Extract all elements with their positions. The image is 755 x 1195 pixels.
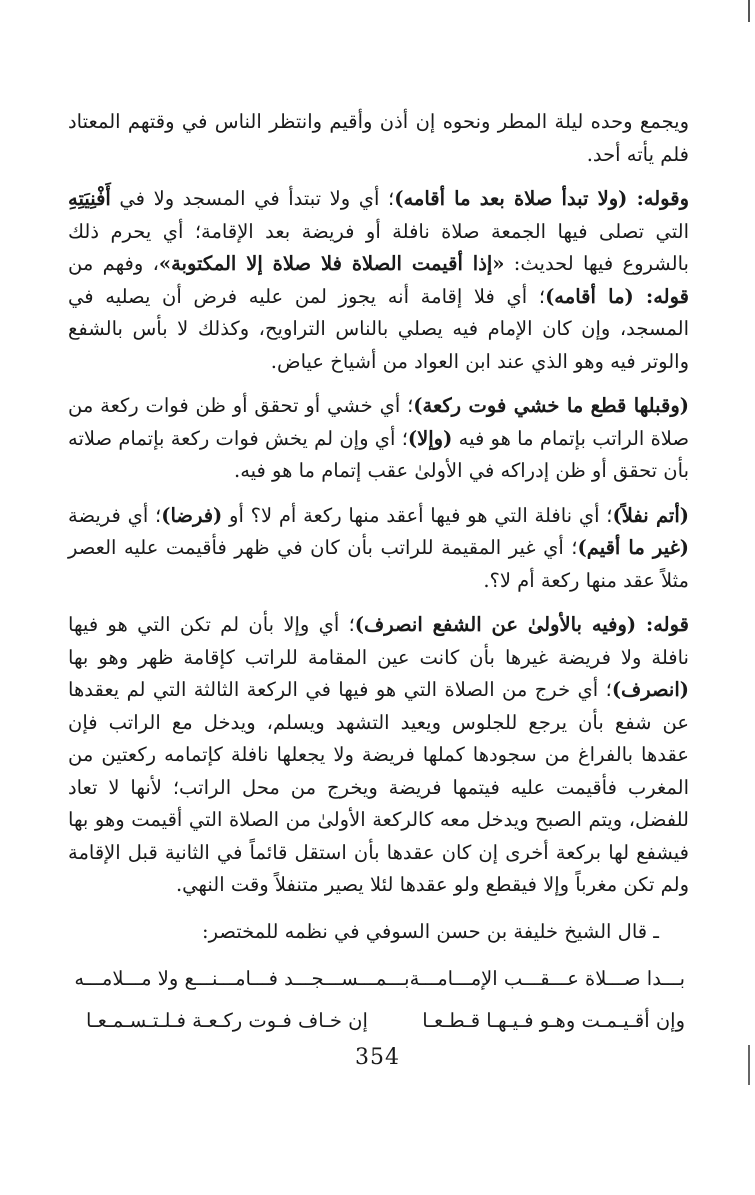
bold-text-segment: (وإلا) bbox=[407, 426, 453, 450]
poem-verse-2-second-hemistich: إن خـاف فـوت ركـعـة فـلـتـسـمـعـا bbox=[86, 1008, 368, 1032]
text-segment: ؛ أي وإن لم يخش فوات ركعة بإتمام صلاته بأن تحقق أو ظن إدراكه في الأولىٰ عقب إتمام ما هو فيه. bbox=[68, 426, 689, 482]
text-segment: ، وفهم من bbox=[68, 252, 159, 275]
text-segment: ؛ أي خشي أو تحقق أو ظن فوات ركعة من صلاة الراتب بإتمام ما هو فيه bbox=[68, 394, 689, 450]
paragraph bbox=[68, 609, 689, 902]
bold-text-segment: (انصرف) bbox=[611, 678, 689, 701]
bold-text-segment: قوله: bbox=[636, 613, 690, 636]
scan-edge-mark bbox=[748, 0, 750, 22]
bold-text-segment: (أتم نفلاً) bbox=[612, 503, 690, 527]
poem-verse-1-second-hemistich: بـــمـــســـجـــد فـــامـــنـــع ولا مـــلامـــه bbox=[74, 966, 410, 990]
bold-text-segment: (ولا تبدأ صلاة بعد ما أقامه) bbox=[394, 187, 628, 210]
paragraph bbox=[68, 500, 689, 598]
poem-verse-2-first-hemistich: وإن أقـيـمـت وهـو فـيـهـا قـطـعـا bbox=[422, 1008, 685, 1032]
paragraph bbox=[68, 183, 689, 378]
text-segment: ؛ أي وإلا بأن لم تكن التي هو فيها نافلة ولا فريضة غيرها بأن كانت عين المقامة للراتب كإقامة ظهر وهو بها bbox=[68, 613, 689, 669]
bold-text-segment: «إذا أقيمت الصلاة فلا صلاة إلا المكتوبة» bbox=[158, 252, 505, 275]
text-segment: التي تصلى فيها الجمعة صلاة نافلة أو فريضة بعد الإقامة؛ أي يحرم ذلك بالشروع فيها لحديث: bbox=[68, 219, 689, 275]
bold-text-segment: (ما أقامه) bbox=[545, 284, 634, 308]
body-text bbox=[68, 106, 689, 902]
scan-edge-mark bbox=[748, 1045, 750, 1085]
paragraph bbox=[68, 106, 689, 171]
text-segment: ؛ أي ولا تبتدأ في المسجد ولا في bbox=[110, 187, 395, 210]
text-segment: ويجمع وحده ليلة المطر ونحوه إن أذن وأقيم وانتظر الناس في وقتهم المعتاد فلم يأته أحد. bbox=[68, 110, 689, 166]
poem-verse-2 bbox=[68, 1000, 689, 1042]
poem-intro: ـ قال الشيخ خليفة بن حسن السوفي في نظمه للمختصر: bbox=[202, 919, 659, 943]
bold-text-segment: (وقبلها قطع ما خشي فوت ركعة) bbox=[413, 394, 689, 417]
bold-text-segment: أَفْنِيَتِهِ bbox=[68, 187, 111, 210]
bold-text-segment: (غير ما أقيم) bbox=[577, 536, 689, 559]
text-segment: ؛ أي فريضة bbox=[68, 503, 162, 527]
bold-text-segment: وقوله: bbox=[627, 187, 689, 210]
bold-text-segment: قوله: bbox=[633, 284, 689, 308]
poem-verse-1-first-hemistich: بـــدا صـــلاة عـــقـــب الإمـــامـــة bbox=[409, 966, 685, 990]
poem-verse-1 bbox=[68, 958, 689, 1000]
text-segment: ؛ أي غير المقيمة للراتب بأن كان في ظهر فأقيمت عليه العصر مثلاً عقد منها ركعة أم لا؟. bbox=[68, 536, 689, 592]
text-segment: ؛ أي فلا إقامة أنه يجوز لمن عليه فرض أن يصليه في المسجد، وإن كان الإمام فيه يصلي بالناس التراويح، وكذلك لا بأس بالشفع والوتر فيه وهو الذي عند ابن العواد من أشياخ عياض. bbox=[68, 284, 689, 373]
text-segment: ؛ أي نافلة التي هو فيها أعقد منها ركعة أم لا؟ أو bbox=[222, 503, 613, 527]
paragraph bbox=[68, 390, 689, 488]
bold-text-segment: (وفيه بالأولىٰ عن الشفع انصرف) bbox=[354, 613, 637, 636]
poem bbox=[68, 958, 689, 1042]
bold-text-segment: (فرضا) bbox=[161, 503, 223, 527]
page-number: 354 bbox=[355, 1045, 400, 1070]
text-segment: ؛ أي خرج من الصلاة التي هو فيها في الركعة الثالثة التي لم يعقدها عن شفع بأن يرجع للجلوس ويعيد التشهد ويسلم، ويدخل مع الراتب فإن عقدها بالفراغ من سجودها كملها فريضة ولا يجعلها نافلة كإتمامه ركعتين من المغرب فأقيمت عليه فيتمها فريضة ويخرج من محل الراتب؛ لأنها لا تعاد للفضل، ويتم الصبح ويدخل معه كالركعة الأولىٰ من الصلاة التي أقيمت وهو بها فيشفع لها بركعة أخرى إن كان عقدها بأن استقل قائماً في الثانية قبل الإقامة ولم تكن مغرباً وإلا فيقطع ولو عقدها لئلا يصير متنفلاً وقت النهي. bbox=[68, 678, 689, 896]
